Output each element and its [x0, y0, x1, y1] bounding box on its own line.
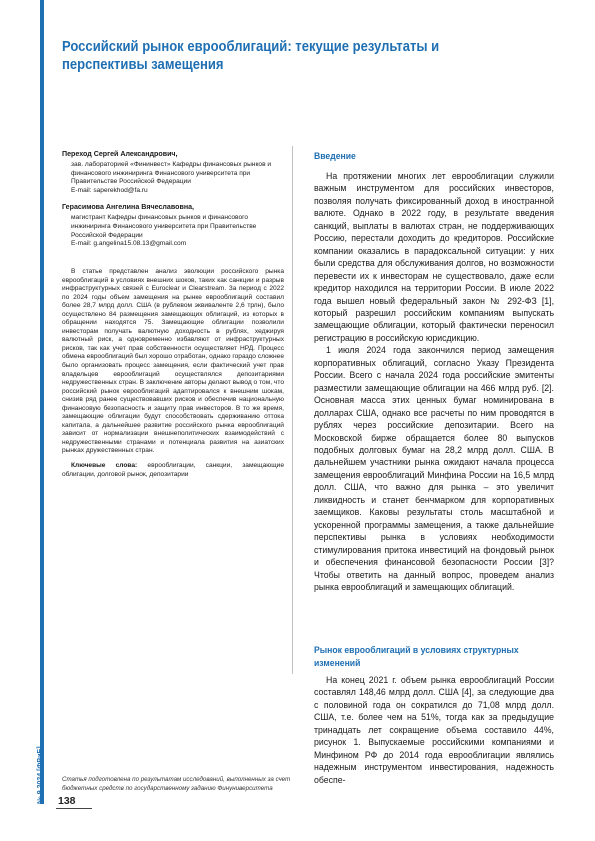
page-number: 138: [58, 795, 76, 807]
journal-side-rule: [40, 0, 44, 804]
paragraph: На протяжении многих лет еврооблигации служили важным инструментом для российских инвесторов, позволяя получать фиксированный доход в иностранной валюте. Однако в 2022 году, в результате введения санкций, выплаты в валютах стран, не поддерживающих Россию, перестали доходить до кредиторов. Российские компании оказались в парадоксальной ситуации: у них были средства для обслуживания долгов, но возможности перевести их к инвесторам не существовало, даже если кредитор находился на территории России. В июле 2022 года вышел новый федеральный закон № 292-ФЗ [1], который разрешил российским компаниям выпускать замещающие облигации, который фактически переносил регистрацию в российскую юрисдикцию.: [314, 171, 554, 343]
author-email[interactable]: E-mail: g.angelina15.08.13@gmail.com: [71, 240, 187, 248]
author-name: Герасимова Ангелина Вячеславовна,: [62, 203, 195, 212]
keywords-text: еврооблигации, санкции, замещающие облигации, долговой рынок, депозитарии: [62, 462, 284, 478]
section-heading-intro: Введение: [314, 151, 356, 162]
author-email[interactable]: E-mail: saperekhod@fa.ru: [71, 186, 148, 194]
paragraph: На конец 2021 г. объем рынка еврооблигаций России составлял 148,46 млрд долл. США [4], за следующие два с половиной года он сократился до 71,08 млрд долл. США, т.е. более чем на 51%, тогда как за предыдущие тринадцать лет сокращение объема составило 44%, рисунок 1. Выпускаемые российскими компаниями и Минфином РФ до 2014 года еврооблигации являлись надежным инструментом инвестирования, надежность обеспе-: [314, 675, 554, 785]
keywords: [62, 462, 284, 479]
abstract: [62, 268, 284, 479]
keywords-label: Ключевые слова:: [71, 462, 138, 470]
author-1: [62, 150, 284, 195]
page-number-underline: [56, 808, 92, 809]
authors-block: [62, 150, 284, 257]
footnote: Статья подготовлена по результатам исследований, выполненных за счет бюджетных средств по государственному заданию Финуниверситета: [62, 776, 291, 792]
author-affiliation: зав. лабораторией «Фининвест» Кафедры финансовых рынков и финансового инжиниринга Финансового университета при Правительстве Российской Федерации: [71, 161, 272, 186]
author-2: [62, 203, 284, 248]
intro-body: [314, 170, 554, 593]
author-name: Переход Сергей Александрович,: [62, 150, 178, 158]
abstract-text: В статье представлен анализ эволюции российского рынка еврооблигаций в условиях внешних шоков, таких как санкции и разрыв инфраструктурных связей с Euroclear и Clearstream. За период с 2022 по 2024 годы объем замещения на рынке еврооблигаций составил более 28,7 млрд долл. США (в рублевом эквиваленте 2,6 трлн), было осуществлено 84 размещения замещающих облигаций, из которых в обращении находятся 75. Замещающие облигации позволили инвесторам получать валютную доходность в рублях, хеджируя валютный риск, а одновременно избавляют от инфраструктурных рисков, так как учет прав собственности осуществляет НРД. Процесс обмена еврооблигаций был хорошо отработан, однако гораздо сложнее было организовать процесс замещения, если фактический учет прав владельцев еврооблигаций осуществлялся депозитариями недружественных стран. В заключение авторы делают вывод о том, что российский рынок еврооблигаций адаптировался к внешним шокам, снизив ряд ранее существовавших рисков и обеспечив национальную финансовую безопасность и защиту прав инвесторов. В то же время, замещающие облигации будут способствовать сдерживанию оттока капитала, а дальнейшее развитие российского рынка еврооблигаций зависит от нормализации внешнеполитических взаимодействий с недружественными странами и потенциала развития на азиатских рынках дружественных стран.: [62, 268, 284, 455]
article-title: Российский рынок еврооблигаций: текущие результаты и перспективы замещения: [62, 39, 440, 73]
paragraph: 1 июля 2024 года закончился период замещения корпоративных облигаций, согласно Указу Президента России. Всего с начала 2024 года российские эмитенты разместили замещающие облигации на 466 млрд руб. [2]. Основная масса этих ценных бумаг номинирована в долларах США, однако все расчеты по ним проводятся в рублях через российские депозитарии. Всего на Московской бирже обращается более 80 выпусков подобных долговых бумаг на 28,2 млрд долл. США. В дальнейшем участники рынка ожидают начала процесса замещения еврооблигаций Минфина России на 16,5 млрд долл. США, что важно для рынка – это увеличит ликвидность и станет бенчмарком для корпоративных заемщиков. Каковы результаты столь масштабной и ускоренной программы замещения, а также дальнейшие перспективы рынка в условиях необходимости стимулирования притока инвестиций на фондовый рынок и обеспечения финансовой безопасности России [3]? Чтобы ответить на данный вопрос, проведем анализ рынка еврооблигаций и замещающих облигаций.: [314, 345, 554, 592]
section-heading-market: Рынок еврооблигаций в условиях структурных изменений: [314, 645, 519, 669]
author-affiliation: магистрант Кафедры финансовых рынков и финансового инжиниринга Финансового университета при Правительстве Российской Федерации: [71, 214, 257, 239]
market-body: [314, 674, 554, 786]
column-divider: [292, 146, 293, 674]
journal-issue-label: № 9 2024 [ФРиБ]: [37, 746, 44, 804]
